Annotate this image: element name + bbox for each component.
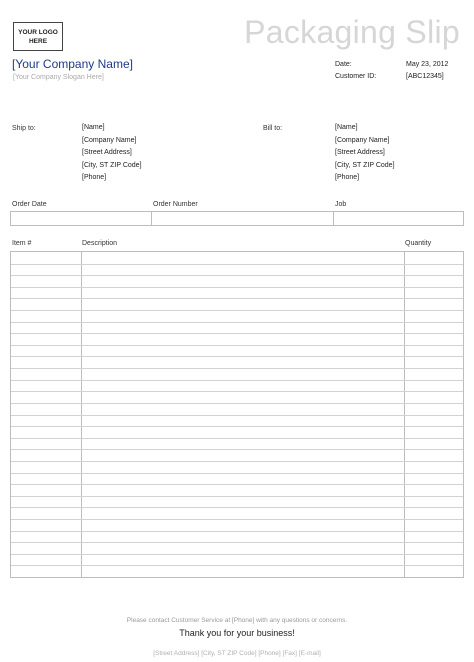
item-number-header: Item # — [12, 240, 32, 247]
description-header: Description — [82, 240, 118, 247]
ship-to-company: [Company Name] — [82, 136, 137, 144]
order-number-header: Order Number — [153, 201, 198, 208]
table-row[interactable] — [11, 484, 463, 496]
table-row[interactable] — [11, 542, 463, 554]
table-row[interactable] — [11, 380, 463, 392]
table-row[interactable] — [11, 368, 463, 380]
table-row[interactable] — [11, 333, 463, 345]
table-row[interactable] — [11, 507, 463, 519]
ship-to-street: [Street Address] — [82, 149, 132, 156]
items-table — [10, 251, 464, 578]
table-row[interactable] — [11, 287, 463, 299]
order-number-field[interactable] — [152, 212, 333, 225]
table-row[interactable] — [11, 473, 463, 485]
table-row[interactable] — [11, 461, 463, 473]
footer-thanks: Thank you for your business! — [179, 628, 295, 638]
customer-id-label: Customer ID: — [335, 73, 377, 80]
company-name: [Your Company Name] — [12, 57, 133, 71]
table-row[interactable] — [11, 565, 463, 577]
table-row[interactable] — [11, 310, 463, 322]
table-row[interactable] — [11, 403, 463, 415]
table-row[interactable] — [11, 322, 463, 334]
company-slogan: [Your Company Slogan Here] — [13, 74, 104, 81]
company-logo — [13, 22, 63, 51]
table-row[interactable] — [11, 391, 463, 403]
ship-to-address — [82, 122, 142, 185]
order-date-header: Order Date — [12, 201, 47, 208]
footer-address: [Street Address] [City, ST ZIP Code] [Phone] [Fax] [E-mail] — [153, 650, 321, 657]
table-row[interactable] — [11, 356, 463, 368]
bill-to-city: [City, ST ZIP Code] — [335, 161, 395, 169]
date-value: May 23, 2012 — [406, 61, 449, 68]
bill-to-street: [Street Address] — [335, 149, 385, 156]
date-label: Date: — [335, 61, 352, 68]
table-row[interactable] — [11, 264, 463, 276]
table-row[interactable] — [11, 298, 463, 310]
table-row[interactable] — [11, 449, 463, 461]
bill-to-address — [335, 122, 395, 185]
job-field[interactable] — [334, 212, 463, 225]
footer-contact-note: Please contact Customer Service at [Phone] with any questions or concerns. — [126, 617, 348, 624]
bill-to-name: [Name] — [335, 124, 358, 131]
bill-to-label: Bill to: — [263, 125, 283, 132]
ship-to-city: [City, ST ZIP Code] — [82, 161, 142, 169]
document-title: Packaging Slip — [244, 14, 460, 50]
table-row[interactable] — [11, 252, 463, 264]
job-header: Job — [335, 201, 347, 208]
logo-text: YOUR LOGO HERE — [18, 28, 58, 45]
table-row[interactable] — [11, 438, 463, 450]
customer-id-value: [ABC12345] — [406, 73, 444, 80]
table-row[interactable] — [11, 519, 463, 531]
table-row[interactable] — [11, 275, 463, 287]
table-row[interactable] — [11, 345, 463, 357]
bill-to-phone: [Phone] — [335, 174, 360, 181]
ship-to-label: Ship to: — [12, 125, 36, 132]
quantity-header: Quantity — [405, 240, 432, 247]
ship-to-name: [Name] — [82, 124, 105, 131]
table-row[interactable] — [11, 531, 463, 543]
ship-to-phone: [Phone] — [82, 174, 107, 181]
table-row[interactable] — [11, 415, 463, 427]
order-info-row — [10, 211, 464, 226]
bill-to-company: [Company Name] — [335, 136, 390, 144]
table-row[interactable] — [11, 426, 463, 438]
order-date-field[interactable] — [11, 212, 151, 225]
table-row[interactable] — [11, 554, 463, 566]
table-row[interactable] — [11, 496, 463, 508]
